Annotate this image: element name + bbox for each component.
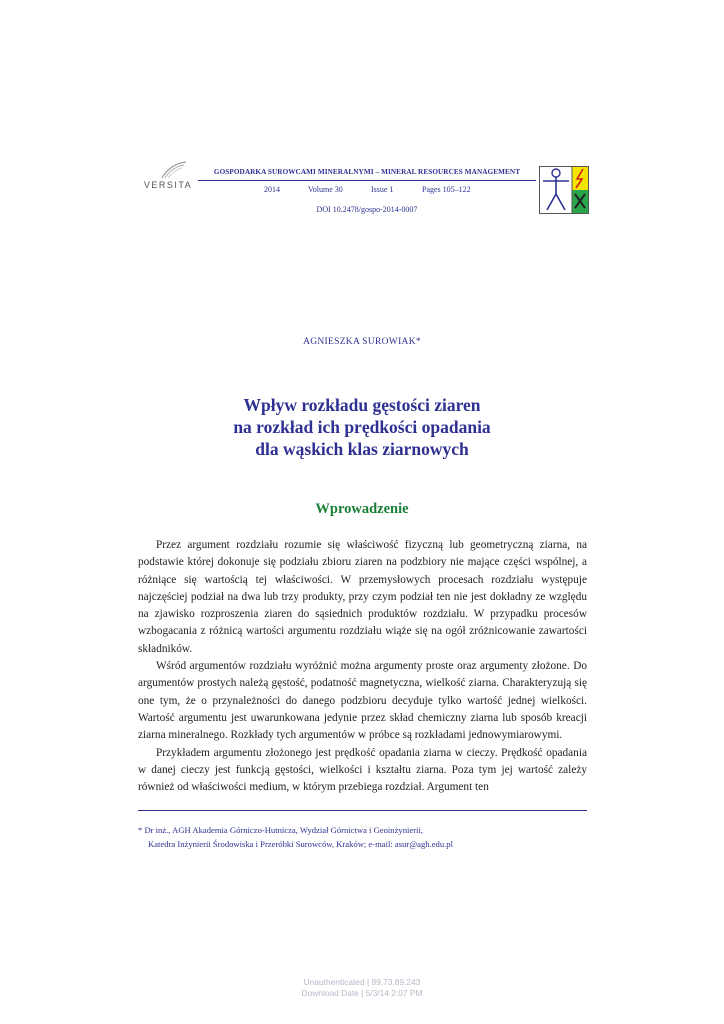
versita-logo-text: VERSITA	[143, 180, 193, 190]
footnote-line: Katedra Inżynierii Środowiska i Przeróbki Surowców, Kraków; e-mail: asur@agh.edu.pl	[148, 839, 453, 849]
issue-number: Issue 1	[371, 185, 394, 194]
journal-name: GOSPODARKA SUROWCAMI MINERALNYMI – MINERAL RESOURCES MANAGEMENT	[213, 168, 521, 176]
title-line: na rozkład ich prędkości opadania	[233, 417, 491, 437]
stick-figure-lightning-mining-icon	[539, 166, 589, 214]
title-line: Wpływ rozkładu gęstości ziaren	[243, 395, 481, 415]
versita-swoosh-icon	[140, 160, 196, 180]
doi: DOI 10.2478/gospo-2014-0007	[316, 205, 418, 214]
watermark-line: Download Date | 5/3/14 2:07 PM	[301, 988, 423, 998]
paragraph: Wśród argumentów rozdziału wyróżnić można argumenty proste oraz argumenty złożone. Do argumentów prostych należą gęstość, podatność magnetyczna, wielkość ziarna. Charakteryzują się one tym, że o przynależności do danego podzbioru decyduje tylko wartość jednej wielkości. Wartość argumentu jest uwarunkowana jedynie przez skład chemiczny ziarna lub sposób kreacji ziarna mineralnego. Rozkłady tych argumentów w próbce są rozkładami jednowymiarowymi.	[138, 660, 587, 742]
title-line: dla wąskich klas ziarnowych	[255, 439, 469, 459]
watermark-line: Unauthenticated | 89.73.89.243	[303, 977, 421, 987]
footnote-rule	[138, 810, 587, 811]
paper-title	[0, 394, 724, 460]
journal-logo	[539, 166, 589, 214]
header-rule	[198, 180, 536, 181]
issue-year: 2014	[264, 185, 280, 194]
body-text	[138, 537, 587, 796]
footnote-line: * Dr inż., AGH Akademia Górniczo-Hutnicza, Wydział Górnictwa i Geoinżynierii,	[138, 825, 423, 835]
paragraph: Przykładem argumentu złożonego jest prędkość opadania ziarna w cieczy. Prędkość opadania w danej cieczy jest funkcją gęstości, wielkości i kształtu ziarna. Poza tym jej wartość zależy również od właściwości medium, w którym przebiega rozdział. Argument ten	[138, 746, 587, 794]
author-name: AGNIESZKA SUROWIAK*	[303, 337, 421, 347]
section-heading: Wprowadzenie	[315, 501, 409, 517]
download-watermark	[0, 977, 724, 999]
issue-volume: Volume 30	[308, 185, 343, 194]
paragraph: Przez argument rozdziału rozumie się właściwość fizyczną lub geometryczną ziarna, na podstawie której dokonuje się podziału zbioru ziaren na podzbiory nie mające części wspólnej, a różniące się wartością tej właściwości. W przemysłowych procesach rozdziału występuje najczęściej podział na dwa lub trzy produkty, przy czym podział ten nie jest dokładny ze względu na zjawisko rozproszenia ziaren do sąsiednich produktów rozdziału. W przypadku procesów wzbogacania z różnicą wartości argumentu rozdziału wiąże się na ogół zróżnicowanie zawartości składników.	[138, 539, 587, 655]
issue-pages: Pages 105–122	[422, 185, 471, 194]
versita-logo	[140, 160, 196, 190]
footnote	[138, 823, 587, 851]
